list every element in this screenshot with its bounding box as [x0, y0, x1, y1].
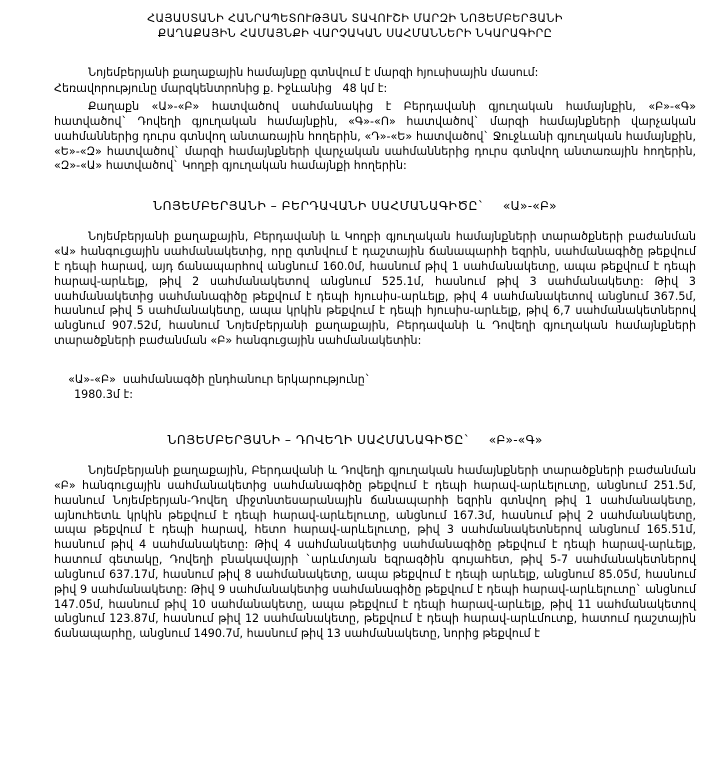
spacer-before-section-1 — [8, 174, 702, 198]
section-paragraph-ab: Նոյեմբերյանի քաղաքային, Բերդավանի և Կողբի գյուղական համայնքների տարածքների բաժանման «Ա» հանգուցային սահմանակետից, որը գտնվում է դաշտային ճանապարհի եզրին, սահմանագիծը թեքվում է դեպի հարավ, այդ ճանապարհով անցնում 160.0մ, հասնում թիվ 1 սահմանակետը, ապա թեքվում է դեպի հարավ-արևելք, թիվ 2 սահմանակետով անցնում 525.1մ, հասնում թիվ 3 սահմանակետը: Թիվ 3 սահմանակետից սահմանագիծը թեքվում է դեպի հյուսիս-արևելք, թիվ 4 սահմանակետով անցնում 367.5մ, հասնում թիվ 5 սահմանակետը, ապա կրկին թեքվում է դեպի հյուսիս-արևելք, թիվ 6,7 սահմանակետներով անցնում 907.52մ, հասնում Նոյեմբերյանի քաղաքային, Բերդավանի և Դովեղի գյուղական համայնքների տարածքների բաժանման «Բ» հանգուցային սահմանակետին: — [54, 230, 696, 348]
spacer-after-heading-1 — [8, 215, 702, 230]
spacer-after-title — [8, 41, 702, 65]
intro-line-distance: Հեռավորությունը մարզկենտրոնից ք. Իջևանից 48 կմ է: — [54, 81, 388, 95]
section-heading-bg-range: «Բ»-«Գ» — [488, 432, 543, 447]
section-paragraph-bg: Նոյեմբերյանի քաղաքային, Բերդավանի և Դովեղի գյուղական համայնքների տարածքների բաժանման «Բ» հանգուցային սահմանակետից սահմանագիծը թեքվում է դեպի հարավ-արևելուտը, անցնում 251.5մ, հասնում Նոյեմբերյան-Դովեղ միջտնտեսարանային ճանապարհի եզրին գտնվող թիվ 1 սահմանակետը, այնուհետև կրկին թեքվում է դեպի հարավ-արևելուտը, անցնում 167.3մ, հասնում թիվ 2 սահմանակետը, ապա թեքվում է դեպի հարավ, հետո հարավ-արևելուտը, թիվ 3 սահմանակետներով անցնում 165.51մ, հասնում թիվ 4 սահմանակետը: Թիվ 4 սահմանակետից սահմանագիծը թեքվում է դեպի հարավ-արևելք, հատում գետակը, Դովեղի բնակավայրի `արևմտյան եզրագծին գույահետ, թիվ 5-7 սահմանակետներով անցնում 637.17մ, հասնում թիվ 8 սահմանակետը, ապա թեքվում է դեպի արևելք, անցնում 85.05մ, հասնում թիվ 9 սահմանակետը: Թիվ 9 սահմանակետից սահմանագիծը թեքվում է դեպի հարավ-արևելուտը` անցնում 147.05մ, հասնում թիվ 10 սահմանակետը, ապա թեքվում է դեպի հարավ-արևելք, թիվ 11 սահմանակետով անցնում 123.87մ, հասնում թիվ 12 սահմանակետը, թեքվում է դեպի հարավ-արևմուտք, հատում դաշտային ճանապարհը, անցնում 1490.7մ, հասնում թիվ 13 սահմանակետը, նորից թեքվում է — [54, 463, 696, 641]
document-title-line-1: ՀԱՅԱՍՏԱՆԻ ՀԱՆՐԱՊԵՏՈՒԹՅԱՆ ՏԱՎՈՒՇԻ ՄԱՐԶԻ ՆՈՅԵՄԲԵՐՅԱՆԻ — [147, 12, 563, 25]
spacer-after-heading-2 — [8, 449, 702, 464]
section-heading-ab-text: ՆՈՅԵՄԲԵՐՅԱՆԻ – ԲԵՐԴԱՎԱՆԻ ՍԱՀՄԱՆԱԳԻԾԸ` — [153, 199, 485, 214]
spacer-before-total-1 — [8, 349, 702, 357]
section-total-length-ab — [8, 357, 702, 417]
document-title — [8, 9, 702, 41]
intro-line-location: Նոյեմբերյանի քաղաքային համայնքը գտնվում է մարզի հյուսիսային մասում: — [88, 66, 539, 79]
section-heading-bg-text: ՆՈՅԵՄԲԵՐՅԱՆԻ – ԴՈՎԵՂԻ ՍԱՀՄԱՆԱԳԻԾԸ` — [167, 432, 471, 447]
document-title-line-2: ՔԱՂԱՔԱՅԻՆ ՀԱՄԱՅՆՔԻ ՎԱՐՉԱԿԱՆ ՍԱՀՄԱՆՆԵՐԻ ՆԿԱՐԱԳԻՐԸ — [157, 27, 553, 40]
section-heading-bg — [8, 432, 702, 449]
spacer-before-section-2 — [8, 417, 702, 432]
section-heading-ab — [8, 198, 702, 215]
section-total-value-ab: 1980.3մ է: — [74, 387, 133, 401]
section-heading-ab-range: «Ա»-«Բ» — [502, 199, 557, 214]
section-total-label-ab: «Ա»-«Բ» սահմանագծի ընդհանուր երկարությունը` — [68, 372, 371, 386]
intro-paragraph-neighbors: Քաղաքն «Ա»-«Բ» հատվածով սահմանակից է Բերդավանի գյուղական համայնքին, «Բ»-«Գ» հատվածով` Դովեղի գյուղական համայնքին, «Գ»-«Ո» հատվածով` մարզի համայնքների վարչական սահմաններից դուրս գտնվող անտառային հողերին, «Դ»-«Ե» հատվածով` Ջուջևանի գյուղական համայնքին, «Ե»-«Զ» հատվածով` մարզի համայնքների վարչական սահմաններից դուրս գտնվող անտառային հողերին, «Զ»-«Ա» հատվածով` Կողբի գյուղական համայնքի հողերին: — [54, 100, 696, 173]
